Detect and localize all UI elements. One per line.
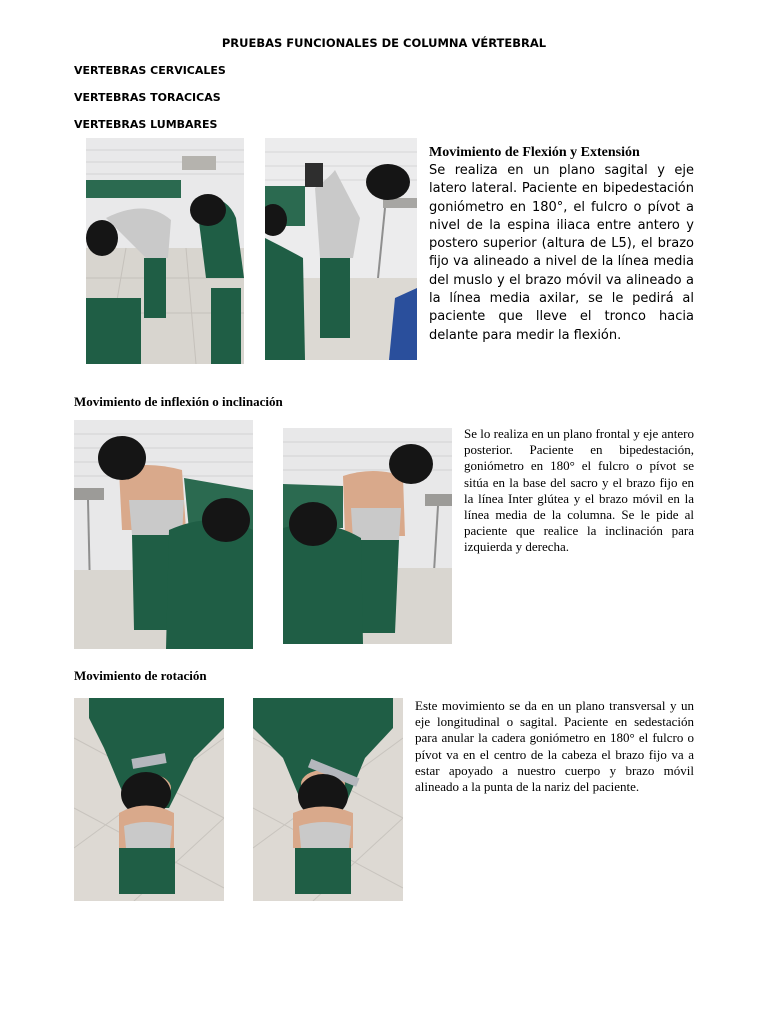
inclination-description: Se lo realiza en un plano frontal y eje antero posterior. Paciente en bipedestación, goniómetro en 180° el fulcro o pívot se sitúa en la base del sacro y el brazo fijo en la línea Inter glútea y el brazo móvil en la línea media de la columna. Se le pide al paciente que realice la inclinación para izquierda y derecha.: [464, 426, 694, 555]
region-thoracic: VERTEBRAS TORACICAS: [74, 91, 221, 104]
flexion-heading: Movimiento de Flexión y Extensión: [429, 145, 640, 160]
inclination-left-photo: [74, 420, 253, 649]
page-title: PRUEBAS FUNCIONALES DE COLUMNA VÉRTEBRAL: [221, 36, 547, 50]
extension-photo: [265, 138, 417, 360]
flexion-description: Se realiza en un plano sagital y eje latero lateral. Paciente en bipedestación goniómetro en 180°, el fulcro o pívot a nivel de la espina iliaca entre antero y postero superior (altura de L5), el brazo fijo va alineado a nivel de la línea media del muslo y el brazo móvil va alineado a la línea media axilar, se le pedirá al paciente que lleve el tronco hacia delante para medir la flexión.: [429, 163, 694, 343]
rotation-photo-2: [253, 698, 403, 901]
rotation-heading: Movimiento de rotación: [74, 668, 207, 683]
rotation-description: Este movimiento se da en un plano transversal y un eje longitudinal o sagital. Paciente en sedestación para anular la cadera goniómetro en 180° el fulcro o pívot va en el centro de la cabeza el brazo fijo va a estar apoyado a nuestro cuerpo y brazo móvil alineado a la punta de la nariz del paciente.: [415, 698, 694, 795]
inclination-heading: Movimiento de inflexión o inclinación: [74, 394, 283, 409]
rotation-photo-1: [74, 698, 224, 901]
region-lumbar: VERTEBRAS LUMBARES: [74, 118, 218, 131]
inclination-right-photo: [283, 428, 452, 644]
flexion-photo: [86, 138, 244, 364]
region-cervical: VERTEBRAS CERVICALES: [74, 64, 226, 77]
